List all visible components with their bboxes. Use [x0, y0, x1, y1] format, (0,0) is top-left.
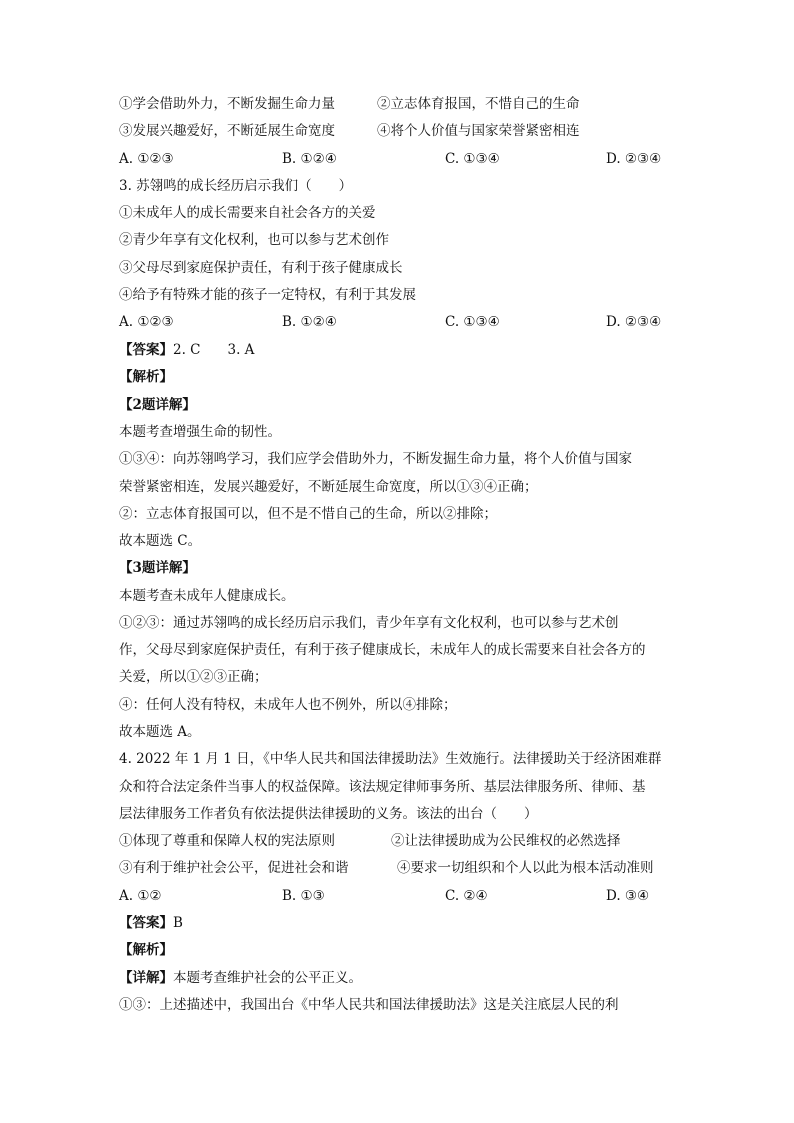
q4-options — [119, 886, 679, 906]
analysis-label-1: 【解析】 — [119, 369, 173, 385]
answer-label: 【答案】 — [119, 342, 173, 358]
answer-label-2: 【答案】 — [119, 915, 173, 931]
q3-option-c: C. ①③④ — [445, 314, 500, 330]
detail-3-line-4: 关爱，所以①②③正确； — [119, 669, 268, 685]
detail-3-line-1: 本题考查未成年人健康成长。 — [119, 588, 295, 604]
detail-3-line-6: 故本题选 A。 — [119, 724, 201, 740]
detail-3-line-5: ④：任何人没有特权，未成年人也不例外，所以④排除； — [119, 697, 457, 713]
q4-stem-line-3: 层法律服务工作者负有依法提供法律援助的义务。该法的出台（ ） — [119, 806, 538, 822]
answer-text: 2. C 3. A — [173, 342, 255, 358]
detail-2-line-2: ①③④：向苏翎鸣学习，我们应学会借助外力，不断发掘生命力量，将个人价值与国家 — [119, 451, 632, 467]
q2-statement-2: ②立志体育报国，不惜自己的生命 — [377, 96, 580, 112]
q4-option-d: D. ③④ — [606, 888, 650, 904]
q4-statement-2: ②让法律援助成为公民维权的必然选择 — [391, 833, 621, 849]
q4-statements-row-1 — [119, 831, 679, 851]
q4-stem-line-1: 4. 2022 年 1 月 1 日，《中华人民共和国法律援助法》生效施行。法律援助关于经济困难群 — [119, 751, 662, 767]
q2-option-a: A. ①②③ — [119, 151, 174, 167]
q3-statement-1: ①未成年人的成长需要来自社会各方的关爱 — [119, 205, 376, 221]
q4-statement-3: ③有利于维护社会公平，促进社会和谐 — [119, 860, 349, 876]
answer-line-1 — [119, 340, 254, 360]
q2-option-b: B. ①②④ — [282, 151, 337, 167]
detail-3-line-2: ①②③：通过苏翎鸣的成长经历启示我们，青少年享有文化权利，也可以参与艺术创 — [119, 615, 619, 631]
q3-statement-3: ③父母尽到家庭保护责任，有利于孩子健康成长 — [119, 260, 403, 276]
q2-statement-4: ④将个人价值与国家荣誉紧密相连 — [377, 123, 580, 139]
detail-2-line-4: ②：立志体育报国可以，但不是不惜自己的生命，所以②排除； — [119, 506, 497, 522]
q4-statements-row-2 — [119, 858, 679, 878]
q3-option-d: D. ②③④ — [606, 314, 662, 330]
q2-statements-row-2 — [119, 121, 679, 141]
detail-3-line-3: 作，父母尽到家庭保护责任，有利于孩子健康成长，未成年人的成长需要来自社会各方的 — [119, 642, 646, 658]
q4-option-c: C. ②④ — [445, 888, 488, 904]
detail-2-line-1: 本题考查增强生命的韧性。 — [119, 424, 281, 440]
q3-options — [119, 312, 679, 332]
q2-statement-3: ③发展兴趣爱好，不断延展生命宽度 — [119, 123, 335, 139]
q3-option-a: A. ①②③ — [119, 314, 174, 330]
q4-statement-4: ④要求一切组织和个人以此为根本活动准则 — [397, 860, 654, 876]
q4-option-a: A. ①② — [119, 888, 162, 904]
q4-option-b: B. ①③ — [282, 888, 325, 904]
q4-stem-line-2: 众和符合法定条件当事人的权益保障。该法规定律师事务所、基层法律服务所、律师、基 — [119, 779, 646, 795]
detail-4-line-2: ①③：上述描述中，我国出台《中华人民共和国法律援助法》这是关注底层人民的利 — [119, 997, 619, 1013]
q2-option-d: D. ②③④ — [606, 151, 662, 167]
q4-statement-1: ①体现了尊重和保障人权的宪法原则 — [119, 833, 335, 849]
answer-line-2 — [119, 913, 183, 933]
q3-option-b: B. ①②④ — [282, 314, 337, 330]
q2-statement-1: ①学会借助外力，不断发掘生命力量 — [119, 96, 335, 112]
q3-stem: 3. 苏翎鸣的成长经历启示我们（ ） — [119, 178, 353, 194]
q2-option-c: C. ①③④ — [445, 151, 500, 167]
q2-statements-row-1 — [119, 94, 679, 114]
q2-options — [119, 149, 679, 169]
q3-statement-4: ④给予有特殊才能的孩子一定特权，有利于其发展 — [119, 287, 416, 303]
answer-text-2: B — [173, 915, 183, 931]
detail-4-line-1 — [119, 968, 362, 988]
detail-2-line-3: 荣誉紧密相连，发展兴趣爱好，不断延展生命宽度，所以①③④正确； — [119, 479, 538, 495]
detail-4-label: 【详解】 — [119, 970, 173, 986]
q3-statement-2: ②青少年享有文化权利，也可以参与艺术创作 — [119, 232, 389, 248]
detail-2-label: 【2题详解】 — [119, 397, 196, 413]
analysis-label-2: 【解析】 — [119, 942, 173, 958]
detail-2-line-5: 故本题选 C。 — [119, 533, 202, 549]
detail-3-label: 【3题详解】 — [119, 560, 196, 576]
detail-4-first: 本题考查维护社会的公平正义。 — [173, 970, 362, 986]
